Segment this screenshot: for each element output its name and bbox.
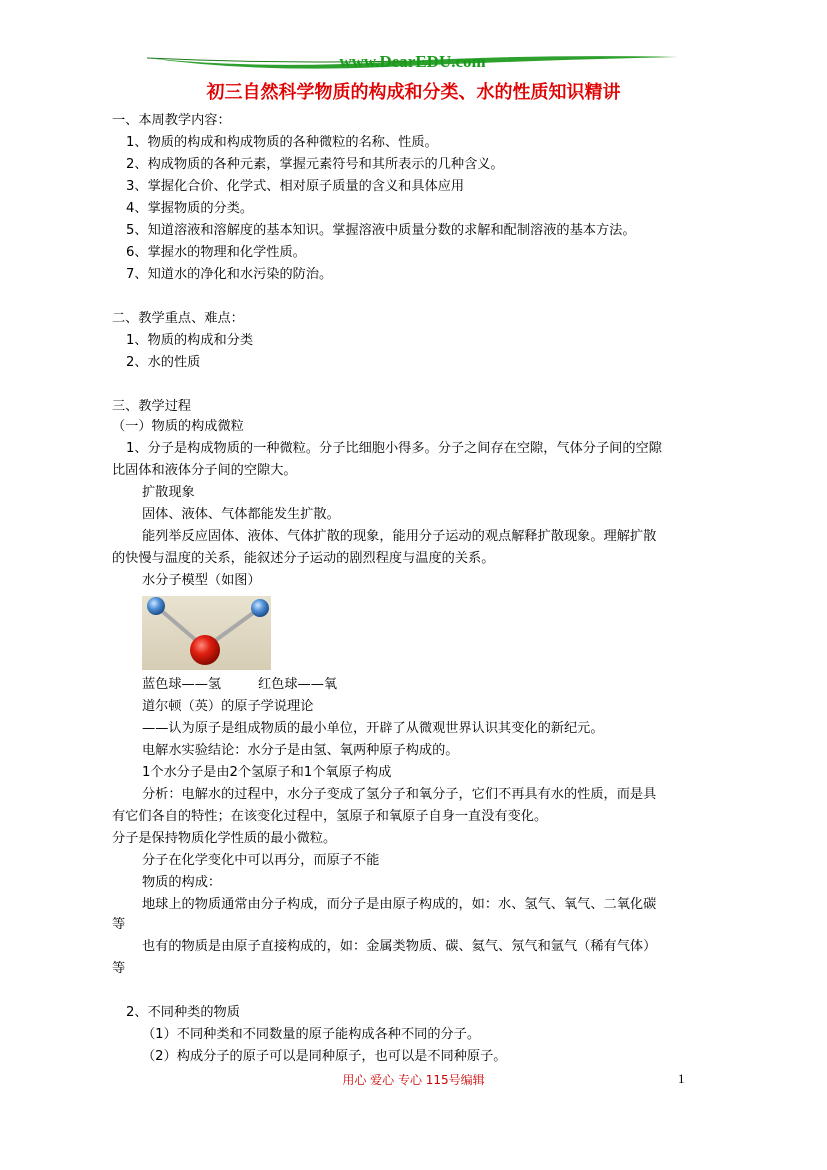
paragraph-line: 也有的物质是由原子直接构成的，如：金属类物质、碳、氦气、氖气和氩气（稀有气体） <box>142 939 657 954</box>
legend-blue: 蓝色球——氢 <box>142 677 222 692</box>
page-number: 1 <box>678 1071 685 1086</box>
site-logo <box>145 48 680 80</box>
list-item: 1、物质的构成和构成物质的各种微粒的名称、性质。 <box>126 135 438 150</box>
legend-red: 红色球——氧 <box>258 677 338 692</box>
list-item: 2、不同种类的物质 <box>126 1005 240 1020</box>
paragraph-line: 电解水实验结论：水分子是由氢、氧两种原子构成的。 <box>142 743 459 758</box>
paragraph-line: 分子是保持物质化学性质的最小微粒。 <box>112 831 337 846</box>
list-item: 6、掌握水的物理和化学性质。 <box>126 245 306 260</box>
hydrogen-atom <box>251 599 269 617</box>
paragraph-line: 固体、液体、气体都能发生扩散。 <box>142 507 340 522</box>
paragraph-line: 能列举反应固体、液体、气体扩散的现象，能用分子运动的观点解释扩散现象。理解扩散 <box>142 529 657 544</box>
section-heading-2: 二、教学重点、难点： <box>112 311 244 326</box>
paragraph-line: 等 <box>112 917 126 932</box>
paragraph-line: 分析：电解水的过程中，水分子变成了氢分子和氧分子，它们不再具有水的性质，而是具 <box>142 787 657 802</box>
paragraph-line: 分子在化学变化中可以再分，而原子不能 <box>142 853 380 868</box>
list-item: 2、水的性质 <box>126 355 201 370</box>
list-item: 3、掌握化合价、化学式、相对原子质量的含义和具体应用 <box>126 179 465 194</box>
list-item: 2、构成物质的各种元素，掌握元素符号和其所表示的几种含义。 <box>126 157 504 172</box>
paragraph-line: ——认为原子是组成物质的最小单位，开辟了从微观世界认识其变化的新纪元。 <box>142 721 604 736</box>
hydrogen-atom <box>147 597 165 615</box>
paragraph-line: 等 <box>112 961 126 976</box>
list-item: 1、物质的构成和分类 <box>126 333 254 348</box>
paragraph-line: 地球上的物质通常由分子构成，而分子是由原子构成的，如：水、氢气、氧气、二氧化碳 <box>142 897 657 912</box>
site-url: www.DearEDU.com <box>339 52 486 71</box>
paragraph-line: 1个水分子是由2个氢原子和1个氧原子构成 <box>142 765 392 780</box>
paragraph-line: 物质的构成： <box>142 875 222 890</box>
list-item: （2）构成分子的原子可以是同种原子，也可以是不同种原子。 <box>142 1049 507 1064</box>
paragraph-line: 扩散现象 <box>142 485 195 500</box>
section-heading-3: 三、教学过程 <box>112 399 192 414</box>
page-footer: 用心 爱心 专心 115号编辑 <box>342 1073 485 1087</box>
list-item: 5、知道溶液和溶解度的基本知识。掌握溶液中质量分数的求解和配制溶液的基本方法。 <box>126 223 636 238</box>
paragraph-line: 道尔顿（英）的原子学说理论 <box>142 699 314 714</box>
section-heading-1: 一、本周教学内容： <box>112 113 231 128</box>
water-molecule-figure <box>142 596 271 670</box>
paragraph-line: 比固体和液体分子间的空隙大。 <box>112 463 297 478</box>
oxygen-atom <box>190 635 220 665</box>
list-item: （1）不同种类和不同数量的原子能构成各种不同的分子。 <box>142 1027 481 1042</box>
list-item: 4、掌握物质的分类。 <box>126 201 254 216</box>
page-title: 初三自然科学物质的构成和分类、水的性质知识精讲 <box>206 82 621 103</box>
paragraph-line: 有它们各自的特性；在该变化过程中，氢原子和氧原子自身一直没有变化。 <box>112 809 548 824</box>
figure-caption: 水分子模型（如图） <box>142 573 261 588</box>
paragraph-line: 1、分子是构成物质的一种微粒。分子比细胞小得多。分子之间存在空隙，气体分子间的空隙 <box>126 441 662 456</box>
list-item: 7、知道水的净化和水污染的防治。 <box>126 267 333 282</box>
subsection-heading: （一）物质的构成微粒 <box>112 419 244 434</box>
paragraph-line: 的快慢与温度的关系，能叙述分子运动的剧烈程度与温度的关系。 <box>112 551 495 566</box>
